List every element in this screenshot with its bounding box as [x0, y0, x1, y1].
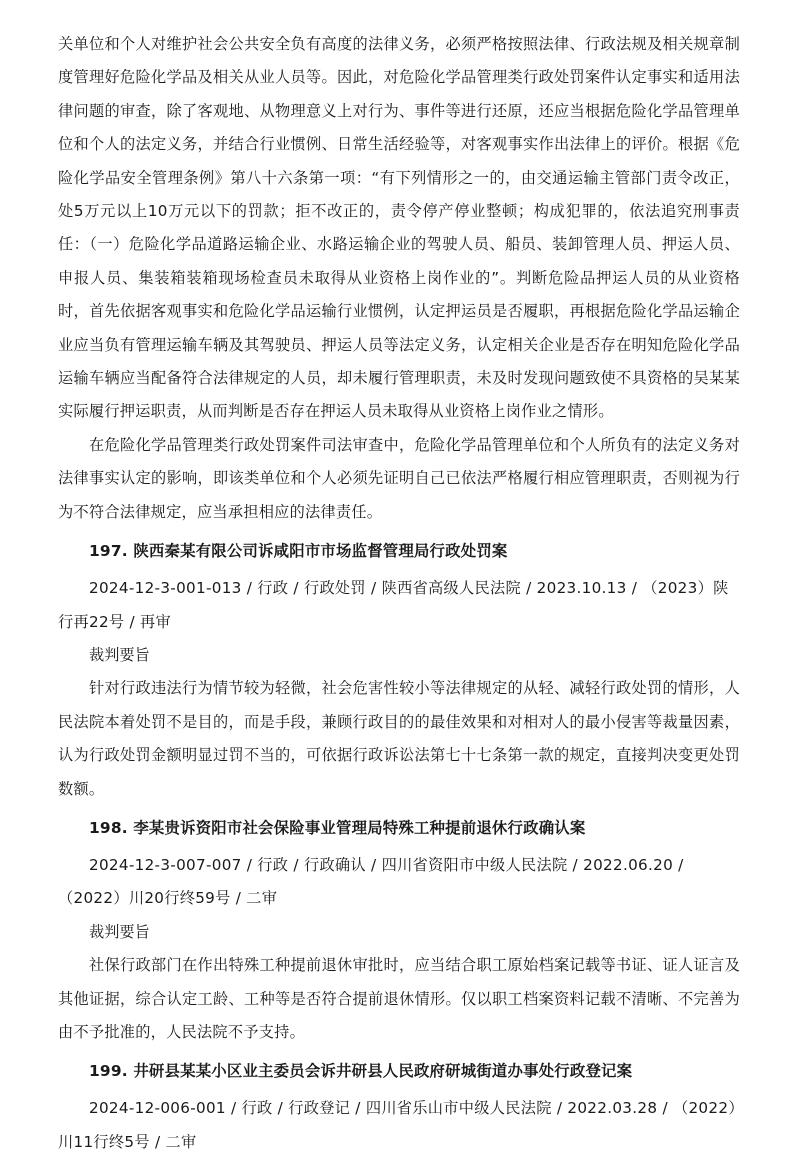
intro-paragraph-2: 在危险化学品管理类行政处罚案件司法审查中，危险化学品管理单位和个人所负有的法定义务对法律事实认定的影响，即该类单位和个人必须先证明自己已依法严格履行相应管理职责，否则视为行为不符合法律规定，应当承担相应的法律责任。: [58, 435, 740, 521]
gist-text: 针对行政违法行为情节较为轻微，社会危害性较小等法律规定的从轻、减轻行政处罚的情形，人民法院本着处罚不是目的，而是手段，兼顾行政目的的最佳效果和对相对人的最小侵害等裁量因素，认为行政处罚金额明显过罚不当的，可依据行政诉讼法第七十七条第一款的规定，直接判决变更处罚数额。: [58, 679, 740, 798]
case-197: [58, 535, 740, 806]
case-199: [58, 1055, 740, 1159]
case-198: [58, 812, 740, 1049]
case-title: 198. 李某贵诉资阳市社会保险事业管理局特殊工种提前退休行政确认案: [89, 818, 586, 837]
case-title: 199. 井研县某某小区业主委员会诉井研县人民政府研城街道办事处行政登记案: [89, 1062, 633, 1081]
case-meta: 2024-12-3-007-007 / 行政 / 行政确认 / 四川省资阳市中级人民法院 / 2022.06.20 / （2022）川20行终59号 / 二审: [58, 855, 684, 908]
case-title: 197. 陕西秦某有限公司诉咸阳市市场监督管理局行政处罚案: [89, 542, 508, 561]
gist-label: 裁判要旨: [89, 645, 150, 664]
gist-label: 裁判要旨: [89, 922, 150, 941]
gist-text: 社保行政部门在作出特殊工种提前退休审批时，应当结合职工原始档案记载等书证、证人证言及其他证据，综合认定工龄、工种等是否符合提前退休情形。仅以职工档案资料记载不清晰、不完善为由不予批准的，人民法院不予支持。: [58, 956, 740, 1041]
document-page: [58, 28, 740, 1159]
case-meta: 2024-12-3-001-013 / 行政 / 行政处罚 / 陕西省高级人民法院 / 2023.10.13 / （2023）陕行再22号 / 再审: [58, 579, 729, 631]
intro-paragraph-1: 关单位和个人对维护社会公共安全负有高度的法律义务，必须严格按照法律、行政法规及相关规章制度管理好危险化学品及相关从业人员等。因此，对危险化学品管理类行政处罚案件认定事实和适用法律问题的审查，除了客观地、从物理意义上对行为、事件等进行还原，还应当根据危险化学品管理单位和个人的法定义务，并结合行业惯例、日常生活经验等，对客观事实作出法律上的评价。根据《危险化学品安全管理条例》第八十六条第一项：“有下列情形之一的，由交通运输主管部门责令改正，处5万元以上10万元以下的罚款；拒不改正的，责令停产停业整顿；构成犯罪的，依法追究刑事责任：（一）危险化学品道路运输企业、水路运输企业的驾驶人员、船员、装卸管理人员、押运人员、申报人员、集装箱装箱现场检查员未取得从业资格上岗作业的”。判断危险品押运人员的从业资格时，首先依据客观事实和危险化学品运输行业惯例，认定押运员是否履职，再根据危险化学品运输企业应当负有管理运输车辆及其驾驶员、押运人员等法定义务，认定相关企业是否存在明知危险化学品运输车辆应当配备符合法律规定的人员，却未履行管理职责，未及时发现问题致使不具资格的吴某某实际履行押运职责，从而判断是否存在押运人员未取得从业资格上岗作业之情形。: [58, 35, 740, 421]
case-meta: 2024-12-006-001 / 行政 / 行政登记 / 四川省乐山市中级人民法院 / 2022.03.28 / （2022）川11行终5号 / 二审: [58, 1099, 737, 1151]
